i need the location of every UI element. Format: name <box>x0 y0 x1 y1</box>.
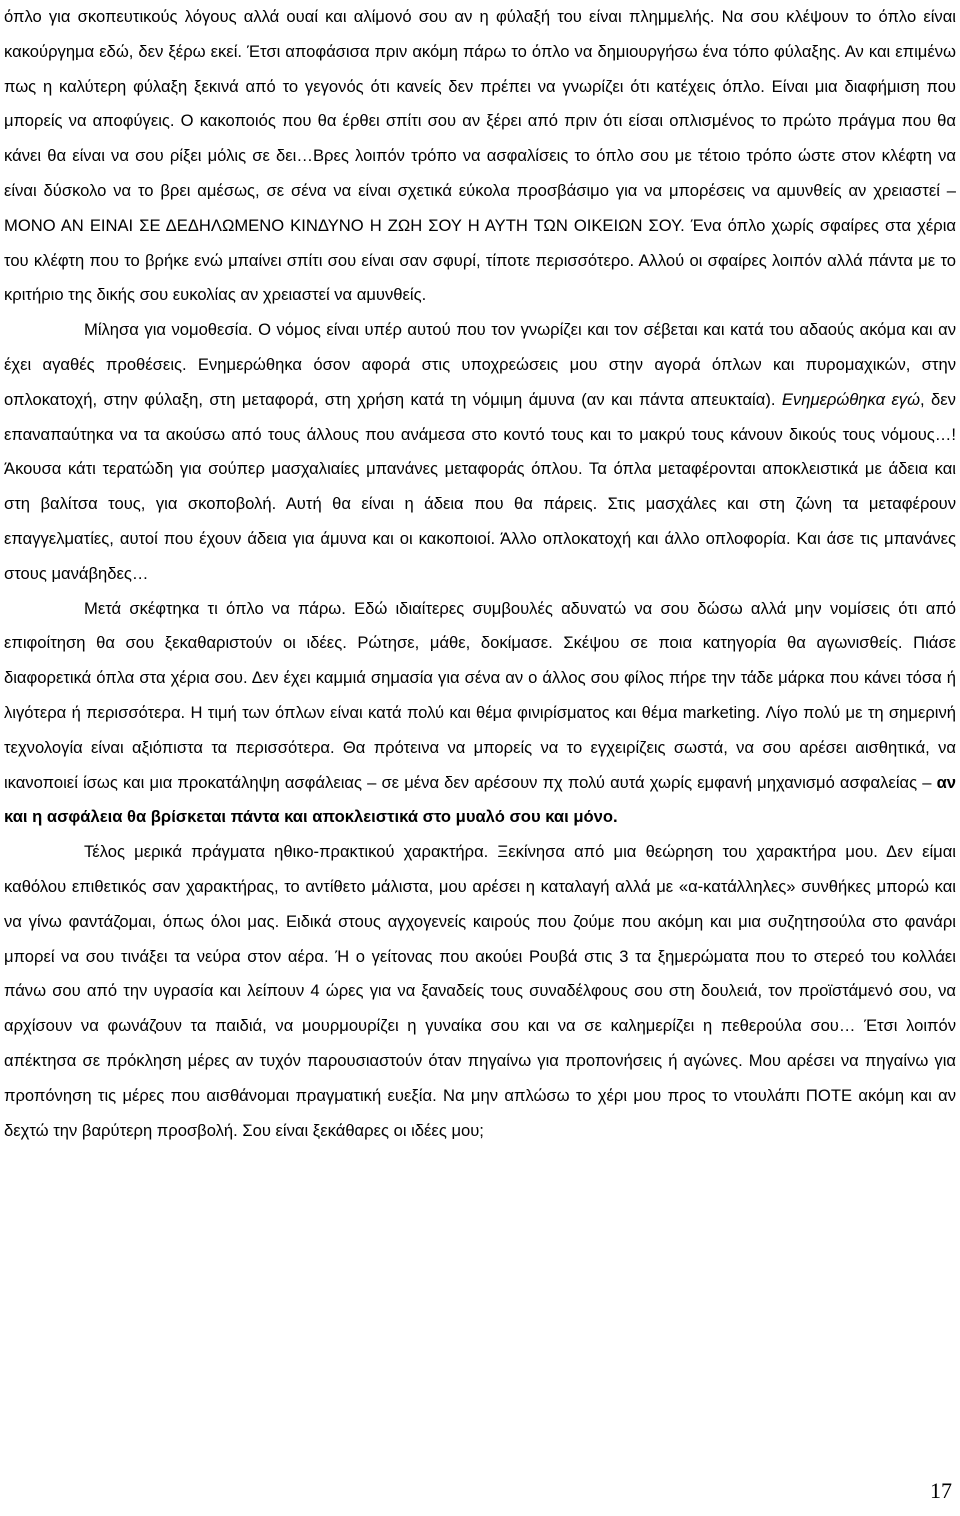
text-run: Μίλησα για νομοθεσία. Ο νόμος είναι υπέρ αυτού που τον γνωρίζει και τον σέβεται και κατά του αδαούς ακόμα και αν έχει αγαθές προθέσεις. Ενημερώθηκα όσον αφορά στις υποχρεώσεις μου στην αγορά όπλων και πυρομαχικών, στην οπλοκατοχή, στην φύλαξη, στη μεταφορά, στη χρήση κατά τη νόμιμη άμυνα (αν και πάντα απευκταία). <box>4 320 956 409</box>
paragraph <box>4 592 956 836</box>
text-run: , δεν επαναπαύτηκα να τα ακούσω από τους άλλους που ανάμεσα στο κοντό τους και το μακρύ τους κάνουν δικούς τους νόμους…! Άκουσα κάτι τερατώδη για σούπερ μασχαλιαίες μπανάνες μεταφοράς όπλου. Τα όπλα μεταφέρονται αποκλειστικά με άδεια και στη βαλίτσα τους, για σκοποβολή. Αυτή θα είναι η άδεια που θα πάρεις. Στις μασχάλες και στη ζώνη τα μεταφέρουν επαγγελματίες, αυτοί που έχουν άδεια για άμυνα και οι κακοποιοί. Άλλο οπλοκατοχή και άλλο οπλοφορία. Και άσε τις μπανάνες στους μανάβηδες… <box>4 389 956 583</box>
page-number: 17 <box>930 1478 952 1503</box>
document-body <box>4 0 956 1148</box>
bold-text-run: αν και η ασφάλεια θα βρίσκεται πάντα και αποκλειστικά στο μυαλό σου και μόνο. <box>4 772 956 827</box>
italic-text-run: Ενημερώθηκα εγώ <box>781 389 921 409</box>
text-run: όπλο για σκοπευτικούς λόγους αλλά ουαί και αλίμονό σου αν η φύλαξή του είναι πλημμελής. Να σου κλέψουν το όπλο είναι κακούργημα εδώ, δεν ξέρω εκεί. Έτσι αποφάσισα πριν ακόμη πάρω το όπλο να δημιουργήσω ένα τόπο φύλαξης. Αν και επιμένω πως η καλύτερη φύλαξη ξεκινά από το γεγονός ότι κανείς δεν πρέπει να γνωρίζει ότι κατέχεις όπλο. Είναι μια διαφήμιση που μπορείς να αποφύγεις. Ο κακοποιός που θα έρθει σπίτι σου αν ξέρει από πριν ότι είσαι οπλισμένος το πρώτο πράγμα που θα κάνει θα είναι να σου ρίξει μόλις σε δει…Βρες λοιπόν τρόπο να ασφαλίσεις το όπλο σου με τέτοιο τρόπο ώστε στον κλέφτη να είναι δύσκολο να το βρει αμέσως, σε σένα να είναι σχετικά εύκολα προσβάσιμο για να μπορέσεις να αμυνθείς αν χρειαστεί – ΜΟΝΟ ΑΝ ΕΙΝΑΙ ΣΕ ΔΕΔΗΛΩΜΕΝΟ ΚΙΝΔΥΝΟ Η ΖΩΗ ΣΟΥ Η ΑΥΤΗ ΤΩΝ ΟΙΚΕΙΩΝ ΣΟΥ. Ένα όπλο χωρίς σφαίρες στα χέρια του κλέφτη που το βρήκε ενώ μπαίνει σπίτι σου είναι σαν σφυρί, τίποτε περισσότερο. Αλλού οι σφαίρες λοιπόν αλλά πάντα με το κριτήριο της δικής σου ευκολίας αν χρειαστεί να αμυνθείς. <box>4 7 956 305</box>
text-run: Μετά σκέφτηκα τι όπλο να πάρω. Εδώ ιδιαίτερες συμβουλές αδυνατώ να σου δώσω αλλά μην νομίσεις ότι από επιφοίτηση θα σου ξεκαθαριστούν οι ιδέες. Ρώτησε, μάθε, δοκίμασε. Σκέψου σε ποια κατηγορία θα αγωνισθείς. Πιάσε διαφορετικά όπλα στα χέρια σου. Δεν έχει καμμιά σημασία για σένα αν ο άλλος σου φίλος πήρε την τάδε μάρκα που κάνει τόσα ή λιγότερα ή περισσότερα. Η τιμή των όπλων είναι κατά πολύ και θέμα φινιρίσματος και θέμα marketing. Λίγο πολύ με τη σημερινή τεχνολογία είναι αξιόπιστα τα περισσότερα. Θα πρότεινα να μπορείς να το εγχειρίζεις σωστά, να σου αρέσει αισθητικά, να ικανοποιεί ίσως και μια προκατάληψη ασφάλειας – σε μένα δεν αρέσουν πχ πολύ αυτά χωρίς εμφανή μηχανισμό ασφαλείας – <box>4 598 956 792</box>
text-run: Τέλος μερικά πράγματα ηθικο-πρακτικού χαρακτήρα. Ξεκίνησα από μια θεώρηση του χαρακτήρα μου. Δεν είμαι καθόλου επιθετικός σαν χαρακτήρας, το αντίθετο μάλιστα, μου αρέσει η καταλαγή αλλά με «α-κατάλληλες» συνθήκες μπορώ και να γίνω φαντάζομαι, όπως όλοι μας. Ειδικά στους αγχογενείς καιρούς που ζούμε που ακόμη και μια συζητησούλα στο φανάρι μπορεί να σου τινάξει τα νεύρα στον αέρα. Ή ο γείτονας που ακούει Ρουβά στις 3 τα ξημερώματα που το στερεό του κολλάει πάνω σου από την υγρασία και λείπουν 4 ώρες για να ξαναδείς τους συναδέλφους σου στη δουλειά, τον προϊστάμενό σου, να αρχίσουν να φωνάζουν τα παιδιά, να μουρμουρίζει η γυναίκα σου και να σε καλημερίζει η πεθερούλα σου… Έτσι λοιπόν απέκτησα σε πρόκληση μέρες αν τυχόν παρουσιαστούν όταν πηγαίνω για προπονήσεις ή αγώνες. Μου αρέσει να πηγαίνω για προπόνηση τις μέρες που αισθάνομαι πραγματική ευεξία. Να μην απλώσω το χέρι μου προς το ντουλάπι ΠΟΤΕ ακόμη και αν δεχτώ την βαρύτερη προσβολή. Σου είναι ξεκάθαρες οι ιδέες μου; <box>4 842 956 1140</box>
paragraph <box>4 835 956 1148</box>
paragraph <box>4 313 956 591</box>
paragraph <box>4 0 956 313</box>
